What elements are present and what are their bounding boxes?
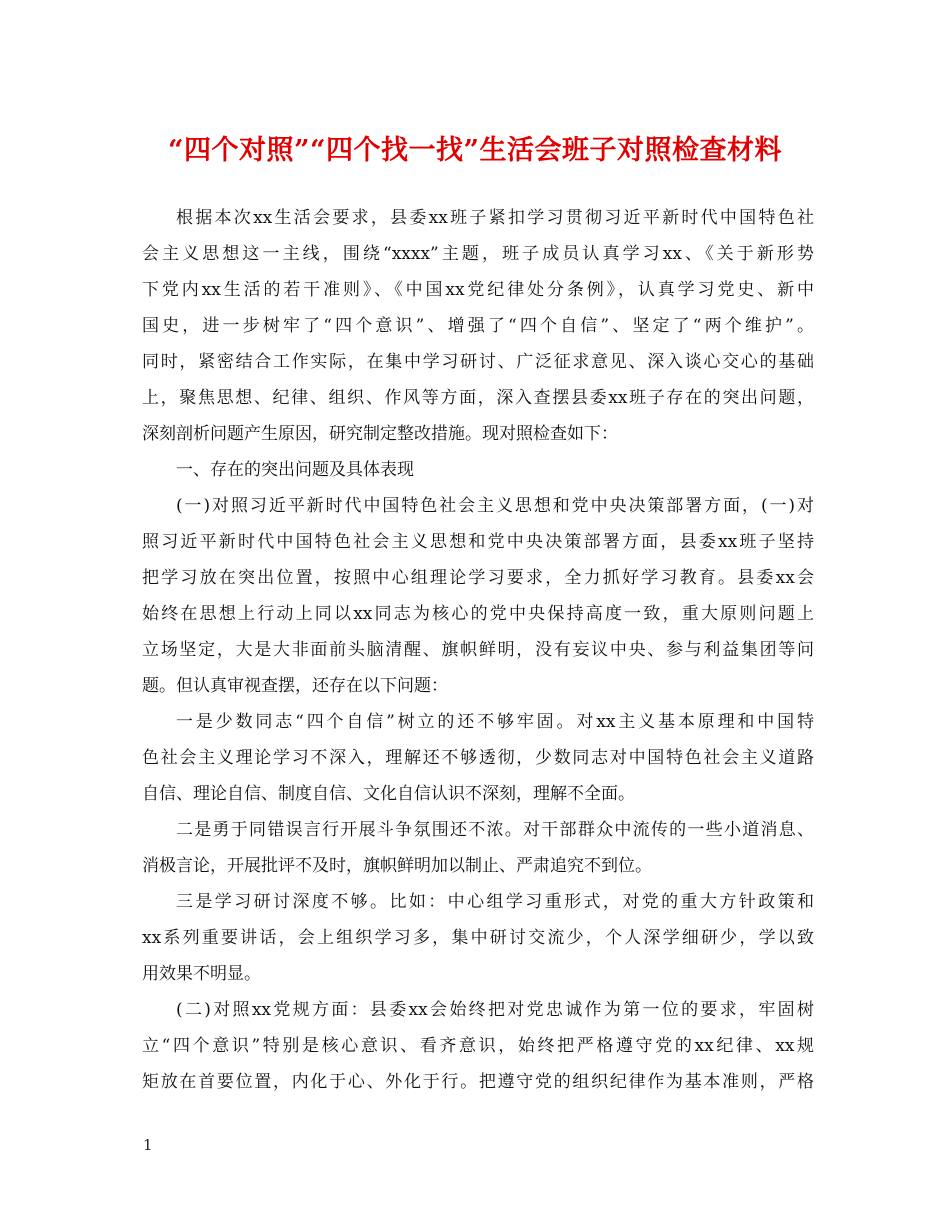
body-line: 色社会主义理论学习不深入，理解还不够透彻，少数同志对中国特色社会主义道路 — [142, 748, 814, 768]
body-line: (一)对照习近平新时代中国特色社会主义思想和党中央决策部署方面，(一)对 — [176, 496, 814, 516]
body-line: 自信、理论自信、制度自信、文化自信认识不深刻，理解不全面。 — [142, 784, 635, 804]
body-line: 二是勇于同错误言行开展斗争氛围还不浓。对干部群众中流传的一些小道消息、 — [176, 820, 814, 840]
body-line: 立“四个意识”特别是核心意识、看齐意识，始终把严格遵守党的xx纪律、xx规 — [142, 1036, 814, 1056]
document-title: “四个对照”“四个找一找”生活会班子对照检查材料 — [167, 135, 783, 166]
body-line: 始终在思想上行动上同以xx同志为核心的党中央保持高度一致，重大原则问题上 — [142, 604, 814, 624]
body-line: (二)对照xx党规方面：县委xx会始终把对党忠诚作为第一位的要求，牢固树 — [176, 1000, 814, 1020]
body-line: 一是少数同志“四个自信”树立的还不够牢固。对xx主义基本原理和中国特 — [176, 712, 814, 732]
body-line: 下党内xx生活的若干准则》、《中国xx党纪律处分条例》，认真学习党史、新中 — [142, 280, 814, 300]
body-line: xx系列重要讲话，会上组织学习多，集中研讨交流少，个人深学细研少，学以致 — [142, 928, 814, 948]
body-line: 把学习放在突出位置，按照中心组理论学习要求，全力抓好学习教育。县委xx会 — [142, 568, 814, 588]
page-number: 1 — [143, 1136, 153, 1154]
body-line: 用效果不明显。 — [142, 964, 261, 984]
body-line: 根据本次xx生活会要求，县委xx班子紧扣学习贯彻习近平新时代中国特色社 — [176, 208, 814, 228]
body-line: 会主义思想这一主线，围绕“xxxx”主题，班子成员认真学习xx、《关于新形势 — [142, 244, 814, 264]
body-line: 同时，紧密结合工作实际，在集中学习研讨、广泛征求意见、深入谈心交心的基础 — [142, 352, 814, 372]
body-line: 上，聚焦思想、纪律、组织、作风等方面，深入查摆县委xx班子存在的突出问题， — [142, 388, 814, 408]
section-heading: 一、存在的突出问题及具体表现 — [176, 460, 414, 480]
body-line: 消极言论，开展批评不及时，旗帜鲜明加以制止、严肃追究不到位。 — [142, 856, 652, 876]
body-line: 题。但认真审视查摆，还存在以下问题： — [142, 676, 448, 696]
body-line: 照习近平新时代中国特色社会主义思想和党中央决策部署方面，县委xx班子坚持 — [142, 532, 814, 552]
body-line: 矩放在首要位置，内化于心、外化于行。把遵守党的组织纪律作为基本准则，严格 — [142, 1072, 814, 1092]
body-line: 三是学习研讨深度不够。比如：中心组学习重形式，对党的重大方针政策和 — [176, 892, 814, 912]
body-line: 国史，进一步树牢了“四个意识”、增强了“四个自信”、坚定了“两个维护”。 — [142, 316, 814, 336]
body-line: 立场坚定，大是大非面前头脑清醒、旗帜鲜明，没有妄议中央、参与利益集团等问 — [142, 640, 814, 660]
body-line: 深刻剖析问题产生原因，研究制定整改措施。现对照检查如下： — [142, 424, 618, 444]
document-body — [142, 200, 814, 1100]
